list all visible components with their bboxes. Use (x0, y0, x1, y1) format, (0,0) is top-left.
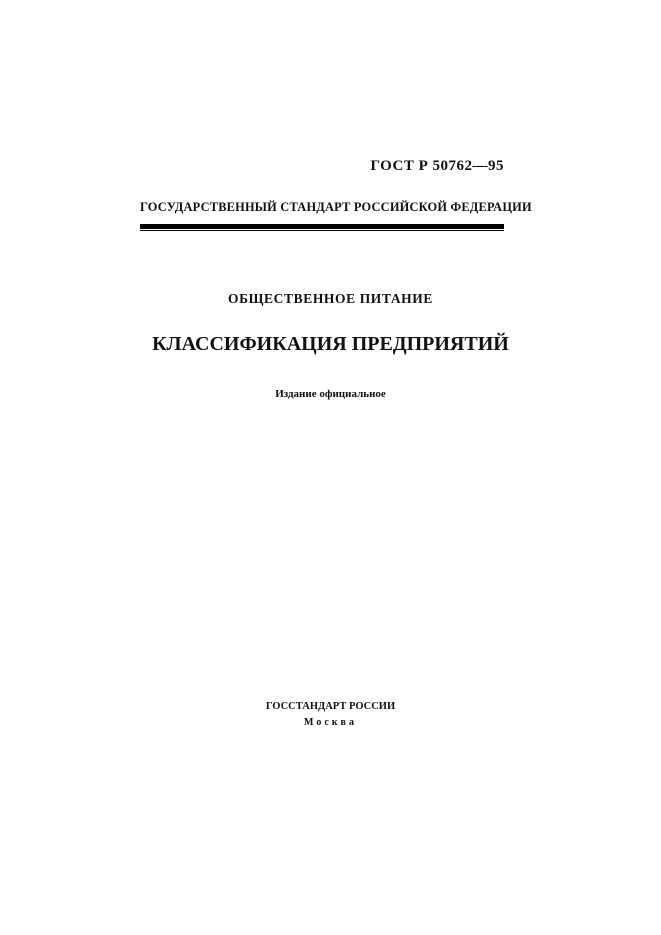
header-rule-thin (140, 230, 504, 231)
edition-label: Издание официальное (275, 388, 386, 400)
document-number: ГОСТ Р 50762—95 (370, 158, 504, 174)
document-subject: ОБЩЕСТВЕННОЕ ПИТАНИЕ (228, 291, 433, 306)
publication-city: Москва (304, 717, 357, 728)
document-title: КЛАССИФИКАЦИЯ ПРЕДПРИЯТИЙ (152, 333, 509, 355)
header-rule-thick (140, 224, 504, 229)
state-standard-heading: ГОСУДАРСТВЕННЫЙ СТАНДАРТ РОССИЙСКОЙ ФЕДЕРАЦИИ (140, 200, 532, 214)
publisher-name: ГОССТАНДАРТ РОССИИ (265, 701, 396, 712)
